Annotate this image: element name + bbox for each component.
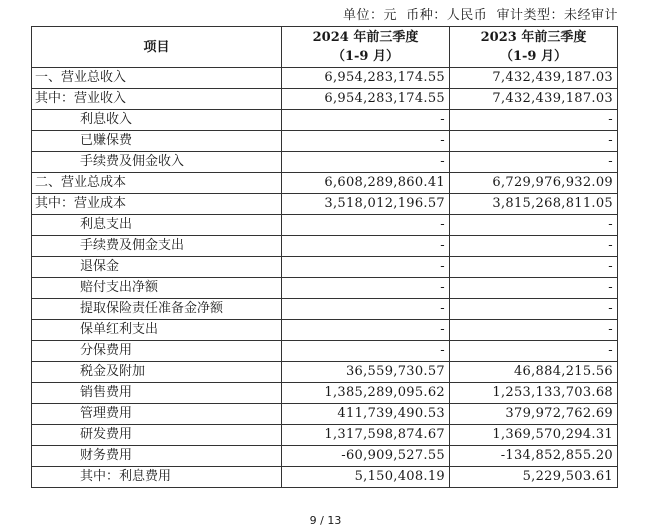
value-2024: -	[282, 110, 450, 131]
page-number: 9 / 13	[309, 514, 342, 527]
table-row	[32, 362, 618, 383]
value-2023: -	[450, 299, 618, 320]
value-2024: 6,608,289,860.41	[282, 173, 450, 194]
value-2023: 6,729,976,932.09	[450, 173, 618, 194]
table-row	[32, 194, 618, 215]
table-header-row	[32, 27, 618, 68]
table-row	[32, 89, 618, 110]
row-label: 研发费用	[32, 425, 282, 446]
row-label: 其中：营业收入	[32, 89, 282, 110]
table-row	[32, 425, 618, 446]
value-2024: 5,150,408.19	[282, 467, 450, 488]
value-2024: -	[282, 215, 450, 236]
value-2023: 7,432,439,187.03	[450, 89, 618, 110]
table-row	[32, 467, 618, 488]
header-2024	[282, 27, 450, 68]
row-label: 税金及附加	[32, 362, 282, 383]
value-2023: 46,884,215.56	[450, 362, 618, 383]
value-2024: 6,954,283,174.55	[282, 68, 450, 89]
value-2023: -	[450, 341, 618, 362]
table-row	[32, 278, 618, 299]
table-row	[32, 110, 618, 131]
value-2023: -134,852,855.20	[450, 446, 618, 467]
row-label: 销售费用	[32, 383, 282, 404]
value-2024: -	[282, 236, 450, 257]
table-row	[32, 131, 618, 152]
row-label: 保单红利支出	[32, 320, 282, 341]
value-2024: -	[282, 131, 450, 152]
unit-currency-audit-line: 单位：元 币种：人民币 审计类型：未经审计	[342, 8, 618, 23]
header-item: 项目	[32, 27, 282, 68]
table-row	[32, 383, 618, 404]
value-2024: -	[282, 278, 450, 299]
row-label: 手续费及佣金收入	[32, 152, 282, 173]
row-label: 分保费用	[32, 341, 282, 362]
value-2023: -	[450, 110, 618, 131]
table-row	[32, 215, 618, 236]
row-label: 利息支出	[32, 215, 282, 236]
value-2024: -60,909,527.55	[282, 446, 450, 467]
row-label: 一、营业总收入	[32, 68, 282, 89]
row-label: 退保金	[32, 257, 282, 278]
row-label: 提取保险责任准备金净额	[32, 299, 282, 320]
value-2023: 5,229,503.61	[450, 467, 618, 488]
value-2024: 36,559,730.57	[282, 362, 450, 383]
value-2023: -	[450, 257, 618, 278]
header-2023-line2: （1-9 月）	[499, 49, 567, 64]
value-2023: -	[450, 215, 618, 236]
value-2023: 7,432,439,187.03	[450, 68, 618, 89]
value-2023: -	[450, 152, 618, 173]
header-2024-line2: （1-9 月）	[331, 49, 399, 64]
row-label: 赔付支出净额	[32, 278, 282, 299]
value-2023: 379,972,762.69	[450, 404, 618, 425]
row-label: 其中：利息费用	[32, 467, 282, 488]
table-row	[32, 341, 618, 362]
value-2024: 1,385,289,095.62	[282, 383, 450, 404]
row-label: 财务费用	[32, 446, 282, 467]
value-2023: -	[450, 278, 618, 299]
table-row	[32, 320, 618, 341]
value-2023: -	[450, 320, 618, 341]
row-label: 手续费及佣金支出	[32, 236, 282, 257]
value-2024: 411,739,490.53	[282, 404, 450, 425]
value-2024: -	[282, 341, 450, 362]
table-row	[32, 152, 618, 173]
value-2024: 6,954,283,174.55	[282, 89, 450, 110]
table-row	[32, 68, 618, 89]
row-label: 二、营业总成本	[32, 173, 282, 194]
table-row	[32, 446, 618, 467]
header-2023	[450, 27, 618, 68]
value-2023: 3,815,268,811.05	[450, 194, 618, 215]
table-row	[32, 404, 618, 425]
value-2023: -	[450, 131, 618, 152]
row-label: 其中：营业成本	[32, 194, 282, 215]
table-row	[32, 257, 618, 278]
row-label: 已赚保费	[32, 131, 282, 152]
row-label: 利息收入	[32, 110, 282, 131]
value-2024: -	[282, 257, 450, 278]
value-2023: 1,369,570,294.31	[450, 425, 618, 446]
value-2024: 3,518,012,196.57	[282, 194, 450, 215]
table-row	[32, 299, 618, 320]
value-2023: -	[450, 236, 618, 257]
table-row	[32, 236, 618, 257]
row-label: 管理费用	[32, 404, 282, 425]
value-2024: -	[282, 299, 450, 320]
income-statement-table	[31, 26, 618, 488]
value-2024: -	[282, 320, 450, 341]
table-row	[32, 173, 618, 194]
value-2023: 1,253,133,703.68	[450, 383, 618, 404]
header-2023-line1: 2023 年前三季度	[480, 30, 587, 45]
value-2024: -	[282, 152, 450, 173]
header-2024-line1: 2024 年前三季度	[312, 30, 419, 45]
value-2024: 1,317,598,874.67	[282, 425, 450, 446]
